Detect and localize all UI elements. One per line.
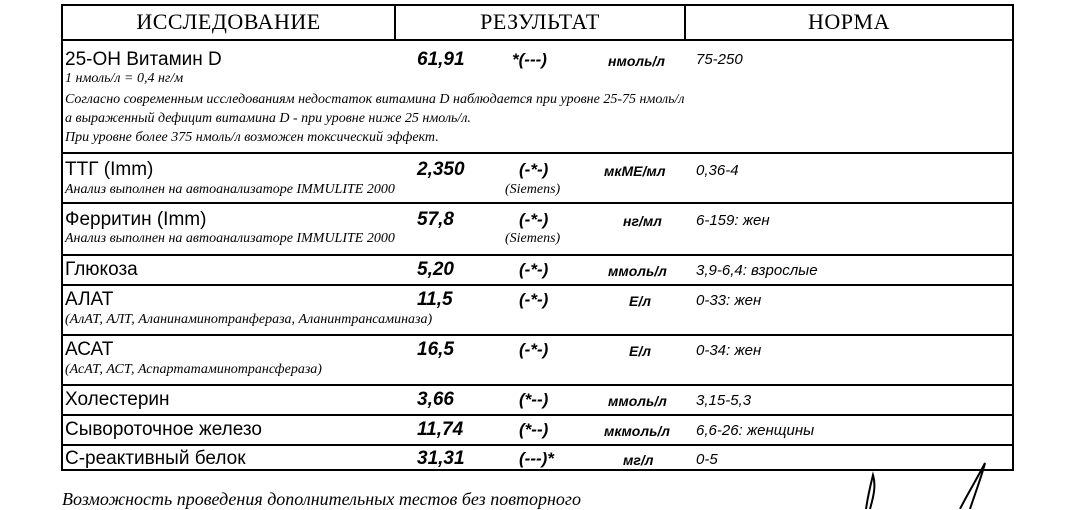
header-result: РЕЗУЛЬТАТ: [480, 9, 600, 34]
test-norm: 3,9-6,4: взрослые: [696, 262, 818, 279]
test-value: 61,91: [417, 49, 465, 70]
test-flag: (*--): [519, 420, 549, 439]
test-value: 57,8: [417, 209, 454, 230]
test-unit: нг/мл: [623, 213, 662, 229]
test-unit: ммоль/л: [608, 263, 667, 279]
test-unit: Е/л: [629, 293, 651, 309]
test-note: (АлАТ, АЛТ, Аланинаминотранфераза, Аланинтрансаминаза): [65, 312, 433, 327]
test-note: Согласно современным исследованиям недостаток витамина D наблюдается при уровне 25-75 нмоль/л: [65, 92, 685, 107]
test-value: 3,66: [417, 389, 454, 410]
test-value: 5,20: [417, 259, 454, 280]
header-study: ИССЛЕДОВАНИЕ: [136, 9, 321, 34]
test-flag: (*--): [519, 390, 549, 409]
test-norm: 3,15-5,3: [696, 392, 752, 409]
test-note: Анализ выполнен на автоанализаторе IMMULITE 2000: [65, 231, 395, 246]
test-flag: (---)*: [519, 449, 554, 468]
test-value: 16,5: [417, 339, 454, 360]
test-norm: 75-250: [696, 51, 743, 68]
test-unit: мкмоль/л: [604, 423, 670, 439]
table-row: [63, 286, 1012, 336]
results-table: [61, 4, 1014, 471]
test-unit: нмоль/л: [608, 53, 665, 69]
test-note: (Siemens): [505, 231, 561, 246]
table-row: [63, 41, 1012, 154]
test-flag: (-*-): [519, 210, 549, 229]
table-row: [63, 204, 1012, 256]
test-flag: (-*-): [519, 290, 549, 309]
test-note: (Siemens): [505, 182, 561, 197]
test-unit: Е/л: [629, 343, 651, 359]
test-flag: (-*-): [519, 340, 549, 359]
test-name: 25-ОН Витамин D: [65, 49, 222, 70]
test-unit: мкМЕ/мл: [604, 163, 666, 179]
table-row: [63, 336, 1012, 386]
test-name: Холестерин: [65, 389, 170, 410]
test-norm: 0-33: жен: [696, 292, 762, 309]
table-header: [63, 6, 1012, 41]
test-name: Сывороточное железо: [65, 419, 262, 440]
test-value: 2,350: [417, 159, 465, 180]
test-flag: *(---): [512, 50, 547, 69]
test-norm: 0,36-4: [696, 162, 739, 179]
test-norm: 6,6-26: женщины: [696, 422, 815, 439]
test-value: 31,31: [417, 448, 465, 469]
test-name: Ферритин (Imm): [65, 209, 207, 230]
test-name: АЛАТ: [65, 289, 114, 310]
test-value: 11,74: [417, 419, 464, 440]
table-row: [63, 154, 1012, 204]
table-row: [63, 416, 1012, 446]
test-norm: 0-5: [696, 451, 718, 468]
test-unit: ммоль/л: [608, 393, 667, 409]
test-name: Глюкоза: [65, 259, 138, 280]
signature-mark: [830, 455, 1010, 509]
table-row: [63, 256, 1012, 286]
test-unit: мг/л: [623, 452, 654, 468]
test-value: 11,5: [417, 289, 453, 310]
test-name: АСАТ: [65, 339, 114, 360]
test-norm: 6-159: жен: [696, 212, 770, 229]
test-name: ТТГ (Imm): [65, 159, 154, 180]
test-note: При уровне более 375 нмоль/л возможен токсический эффект.: [65, 130, 439, 145]
header-norm: НОРМА: [808, 9, 890, 34]
footer-text: Возможность проведения дополнительных тестов без повторного: [62, 489, 581, 509]
test-note: а выраженный дефицит витамина D - при уровне ниже 25 нмоль/л.: [65, 111, 471, 126]
test-flag: (-*-): [519, 260, 549, 279]
test-flag: (-*-): [519, 160, 549, 179]
test-note: Анализ выполнен на автоанализаторе IMMULITE 2000: [65, 182, 395, 197]
test-note: (АсАТ, АСТ, Аспартатаминотрансфераза): [65, 362, 322, 377]
test-note: 1 нмоль/л = 0,4 нг/м: [65, 71, 184, 86]
test-name: С-реактивный белок: [65, 448, 246, 469]
table-row: [63, 386, 1012, 416]
test-norm: 0-34: жен: [696, 342, 762, 359]
